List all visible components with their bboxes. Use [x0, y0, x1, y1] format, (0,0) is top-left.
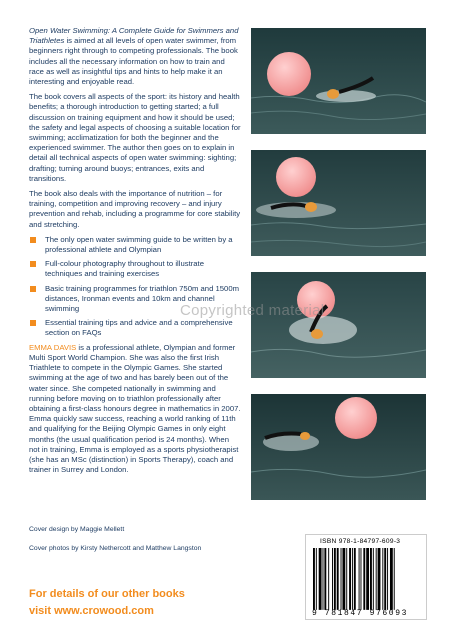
isbn-digits: 9 781847 976093: [312, 609, 409, 618]
paragraph-coverage: The book covers all aspects of the sport: its history and health benefits; a thorough introduction to getting started; a full discussion on training equipment and how it should be used; the safety and legal aspects of choosing a suitable location for swimming; acclimatization for both the beginner and the experienced swimmer. The author then goes on to explain in detail all technical aspects of open water swimming: sighting; drafting; turning around buoys; entrances, exits and transitions.: [29, 92, 241, 183]
author-bio-text: is a professional athlete, Olympian and former Multi Sport World Champion. She was also the first Irish Triathlete to compete in the Olympic Games. She started swimming at the age of two and has barely been out of the water since. She competed nationally in swimming and running before moving on to triathlon professionally after obtaining a first-class honours degree in mathematics in 2007. Emma quickly saw success, reaching a world ranking of 11th and qualifying for the Beijing Olympic Games in only eight months (the usual qualification period is 24 months). When not in training, Emma is employed as a sports physiotherapist (she has an MSc (distinction) in Sports Therapy), coach and trainer in Surrey and London.: [29, 342, 241, 475]
swimmer-photo-2: [251, 150, 426, 256]
author-name: EMMA DAVIS: [29, 342, 77, 352]
barcode-icon: [310, 548, 424, 612]
isbn-barcode: [305, 534, 427, 620]
book-title: Open Water Swimming: A Complete Guide for Swimmers and Triathletes: [29, 26, 239, 46]
author-bio: [29, 343, 241, 476]
bullet-square-icon: [30, 286, 36, 292]
copyright-watermark: Copyrighted material: [180, 302, 325, 319]
description-column: [29, 26, 241, 480]
feature-item: Full-colour photography throughout to illustrate techniques and training exercises: [29, 259, 241, 279]
intro-text: is aimed at all levels of open water swimmer, from beginners right through to competing professionals. The book includes all the necessary information on how to train and race as well as insightful tips and hints to help make it an interesting and enjoyable read.: [29, 36, 238, 87]
feature-list: [29, 235, 241, 339]
feature-item: Basic training programmes for triathlon 750m and 1500m distances, Ironman events and 10km and channel swimming: [29, 284, 241, 315]
buoy-icon: [267, 52, 311, 96]
swimmer-photo-1: [251, 28, 426, 134]
feature-item: Essential training tips and advice and a comprehensive section on FAQs: [29, 318, 241, 338]
swimmer-photo-4: [251, 394, 426, 500]
bullet-square-icon: [30, 237, 36, 243]
footer-website-link[interactable]: visit www.crowood.com: [29, 605, 154, 617]
footer-details: For details of our other books: [29, 588, 185, 600]
buoy-icon: [276, 157, 316, 197]
intro-paragraph: [29, 26, 241, 87]
bullet-square-icon: [30, 261, 36, 267]
paragraph-nutrition: The book also deals with the importance of nutrition – for training, competition and improving recovery – and injury prevention and rehab, including a programme for core stability and stretching.: [29, 189, 241, 229]
swimmer-photo-3: [251, 272, 426, 378]
bullet-square-icon: [30, 320, 36, 326]
cover-design-credit: Cover design by Maggie Mellett: [29, 526, 125, 533]
buoy-icon: [335, 397, 377, 439]
isbn-label: ISBN 978-1-84797-609-3: [320, 538, 401, 545]
cover-photo-credit: Cover photos by Kirsty Nethercott and Matthew Langston: [29, 545, 202, 552]
feature-item: The only open water swimming guide to be written by a professional athlete and Olympian: [29, 235, 241, 255]
